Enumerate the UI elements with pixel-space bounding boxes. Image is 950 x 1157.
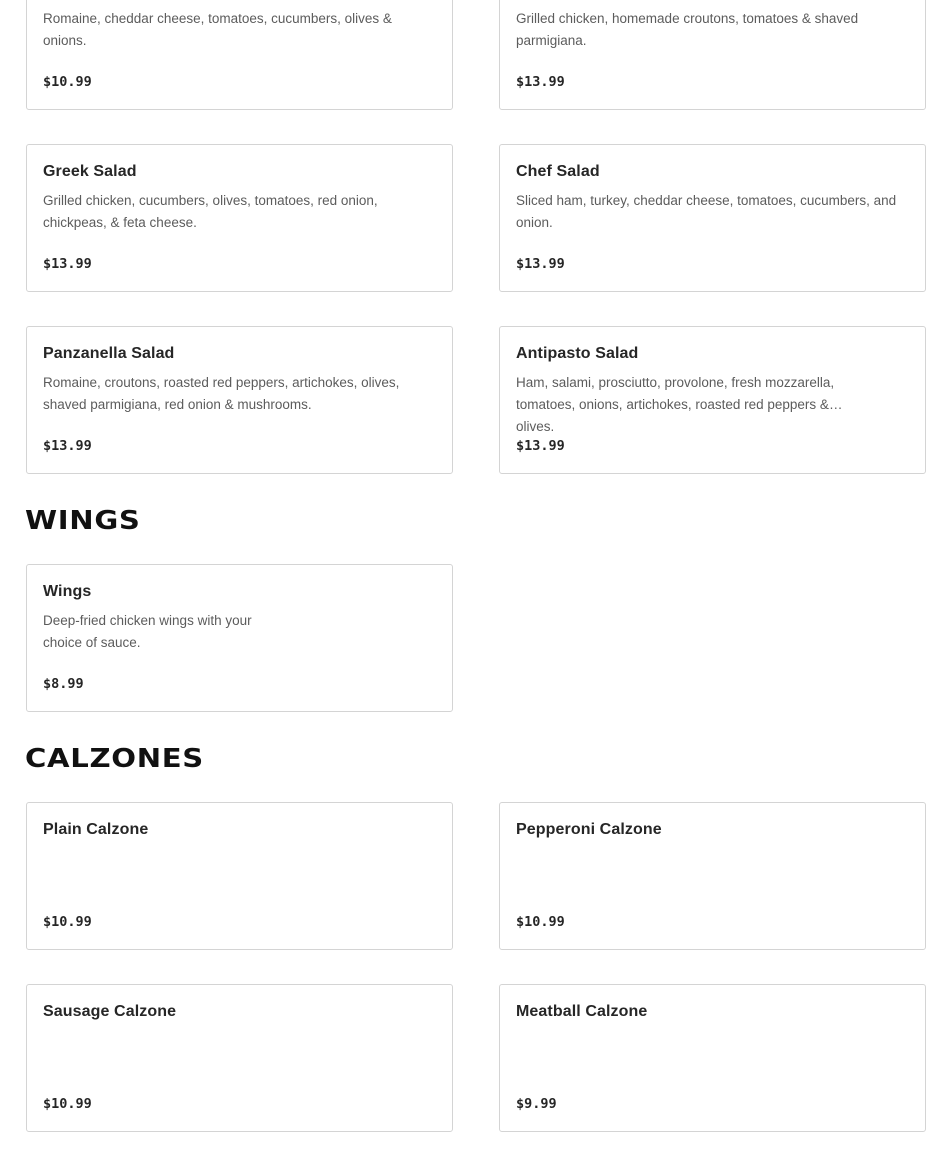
menu-item-card[interactable]	[26, 0, 453, 110]
menu-item-description: Grilled chicken, homemade croutons, tomatoes & shaved parmigiana.	[516, 11, 859, 48]
menu-item-price: $8.99	[43, 676, 84, 692]
menu-item-name: Chef Salad	[516, 163, 600, 180]
menu-item-card[interactable]	[26, 802, 453, 950]
menu-item-description: Romaine, cheddar cheese, tomatoes, cucumbers, olives & onions.	[43, 11, 392, 48]
menu-item-name: Pepperoni Calzone	[516, 821, 662, 838]
menu-item-description: Deep-fried chicken wings with your choice of sauce.	[43, 613, 252, 650]
menu-item-description: Grilled chicken, cucumbers, olives, tomatoes, red onion, chickpeas, & feta cheese.	[43, 193, 378, 230]
menu-item-card[interactable]	[499, 144, 926, 292]
menu-item-description: Romaine, croutons, roasted red peppers, artichokes, olives, shaved parmigiana, red onion & mushrooms.	[43, 375, 400, 412]
menu-item-card[interactable]	[26, 144, 453, 292]
menu-item-price: $10.99	[516, 914, 565, 930]
menu-item-card[interactable]	[499, 0, 926, 110]
section-title-wings: WINGS	[25, 506, 141, 536]
menu-item-card[interactable]	[26, 326, 453, 474]
menu-item-name: Greek Salad	[43, 163, 137, 180]
menu-item-price: $10.99	[43, 1096, 92, 1112]
menu-item-card[interactable]	[26, 564, 453, 712]
menu-item-description: Ham, salami, prosciutto, provolone, fresh mozzarella, tomatoes, onions, artichokes, roasted red peppers & olives.	[516, 375, 835, 434]
menu-item-price: $13.99	[43, 256, 92, 272]
menu-item-name: Meatball Calzone	[516, 1003, 648, 1020]
menu-item-card[interactable]	[499, 326, 926, 474]
menu-item-name: Panzanella Salad	[43, 345, 175, 362]
menu-item-price: $10.99	[43, 914, 92, 930]
menu-item-description: Sliced ham, turkey, cheddar cheese, tomatoes, cucumbers, and onion.	[516, 193, 897, 230]
menu-item-name: Antipasto Salad	[516, 345, 639, 362]
menu-item-price: $10.99	[43, 74, 92, 90]
menu-item-name: Wings	[43, 583, 92, 600]
menu-item-name: Sausage Calzone	[43, 1003, 177, 1020]
menu-item-price: $9.99	[516, 1096, 557, 1112]
menu-item-price: $13.99	[43, 438, 92, 454]
section-title-calzones: CALZONES	[25, 744, 204, 774]
menu-item-name: Plain Calzone	[43, 821, 149, 838]
menu-item-price: $13.99	[516, 256, 565, 272]
menu-item-price: $13.99	[516, 74, 565, 90]
menu-item-card[interactable]	[499, 802, 926, 950]
menu-item-card[interactable]	[26, 984, 453, 1132]
menu-item-card[interactable]	[499, 984, 926, 1132]
menu-item-price: $13.99	[516, 438, 565, 454]
